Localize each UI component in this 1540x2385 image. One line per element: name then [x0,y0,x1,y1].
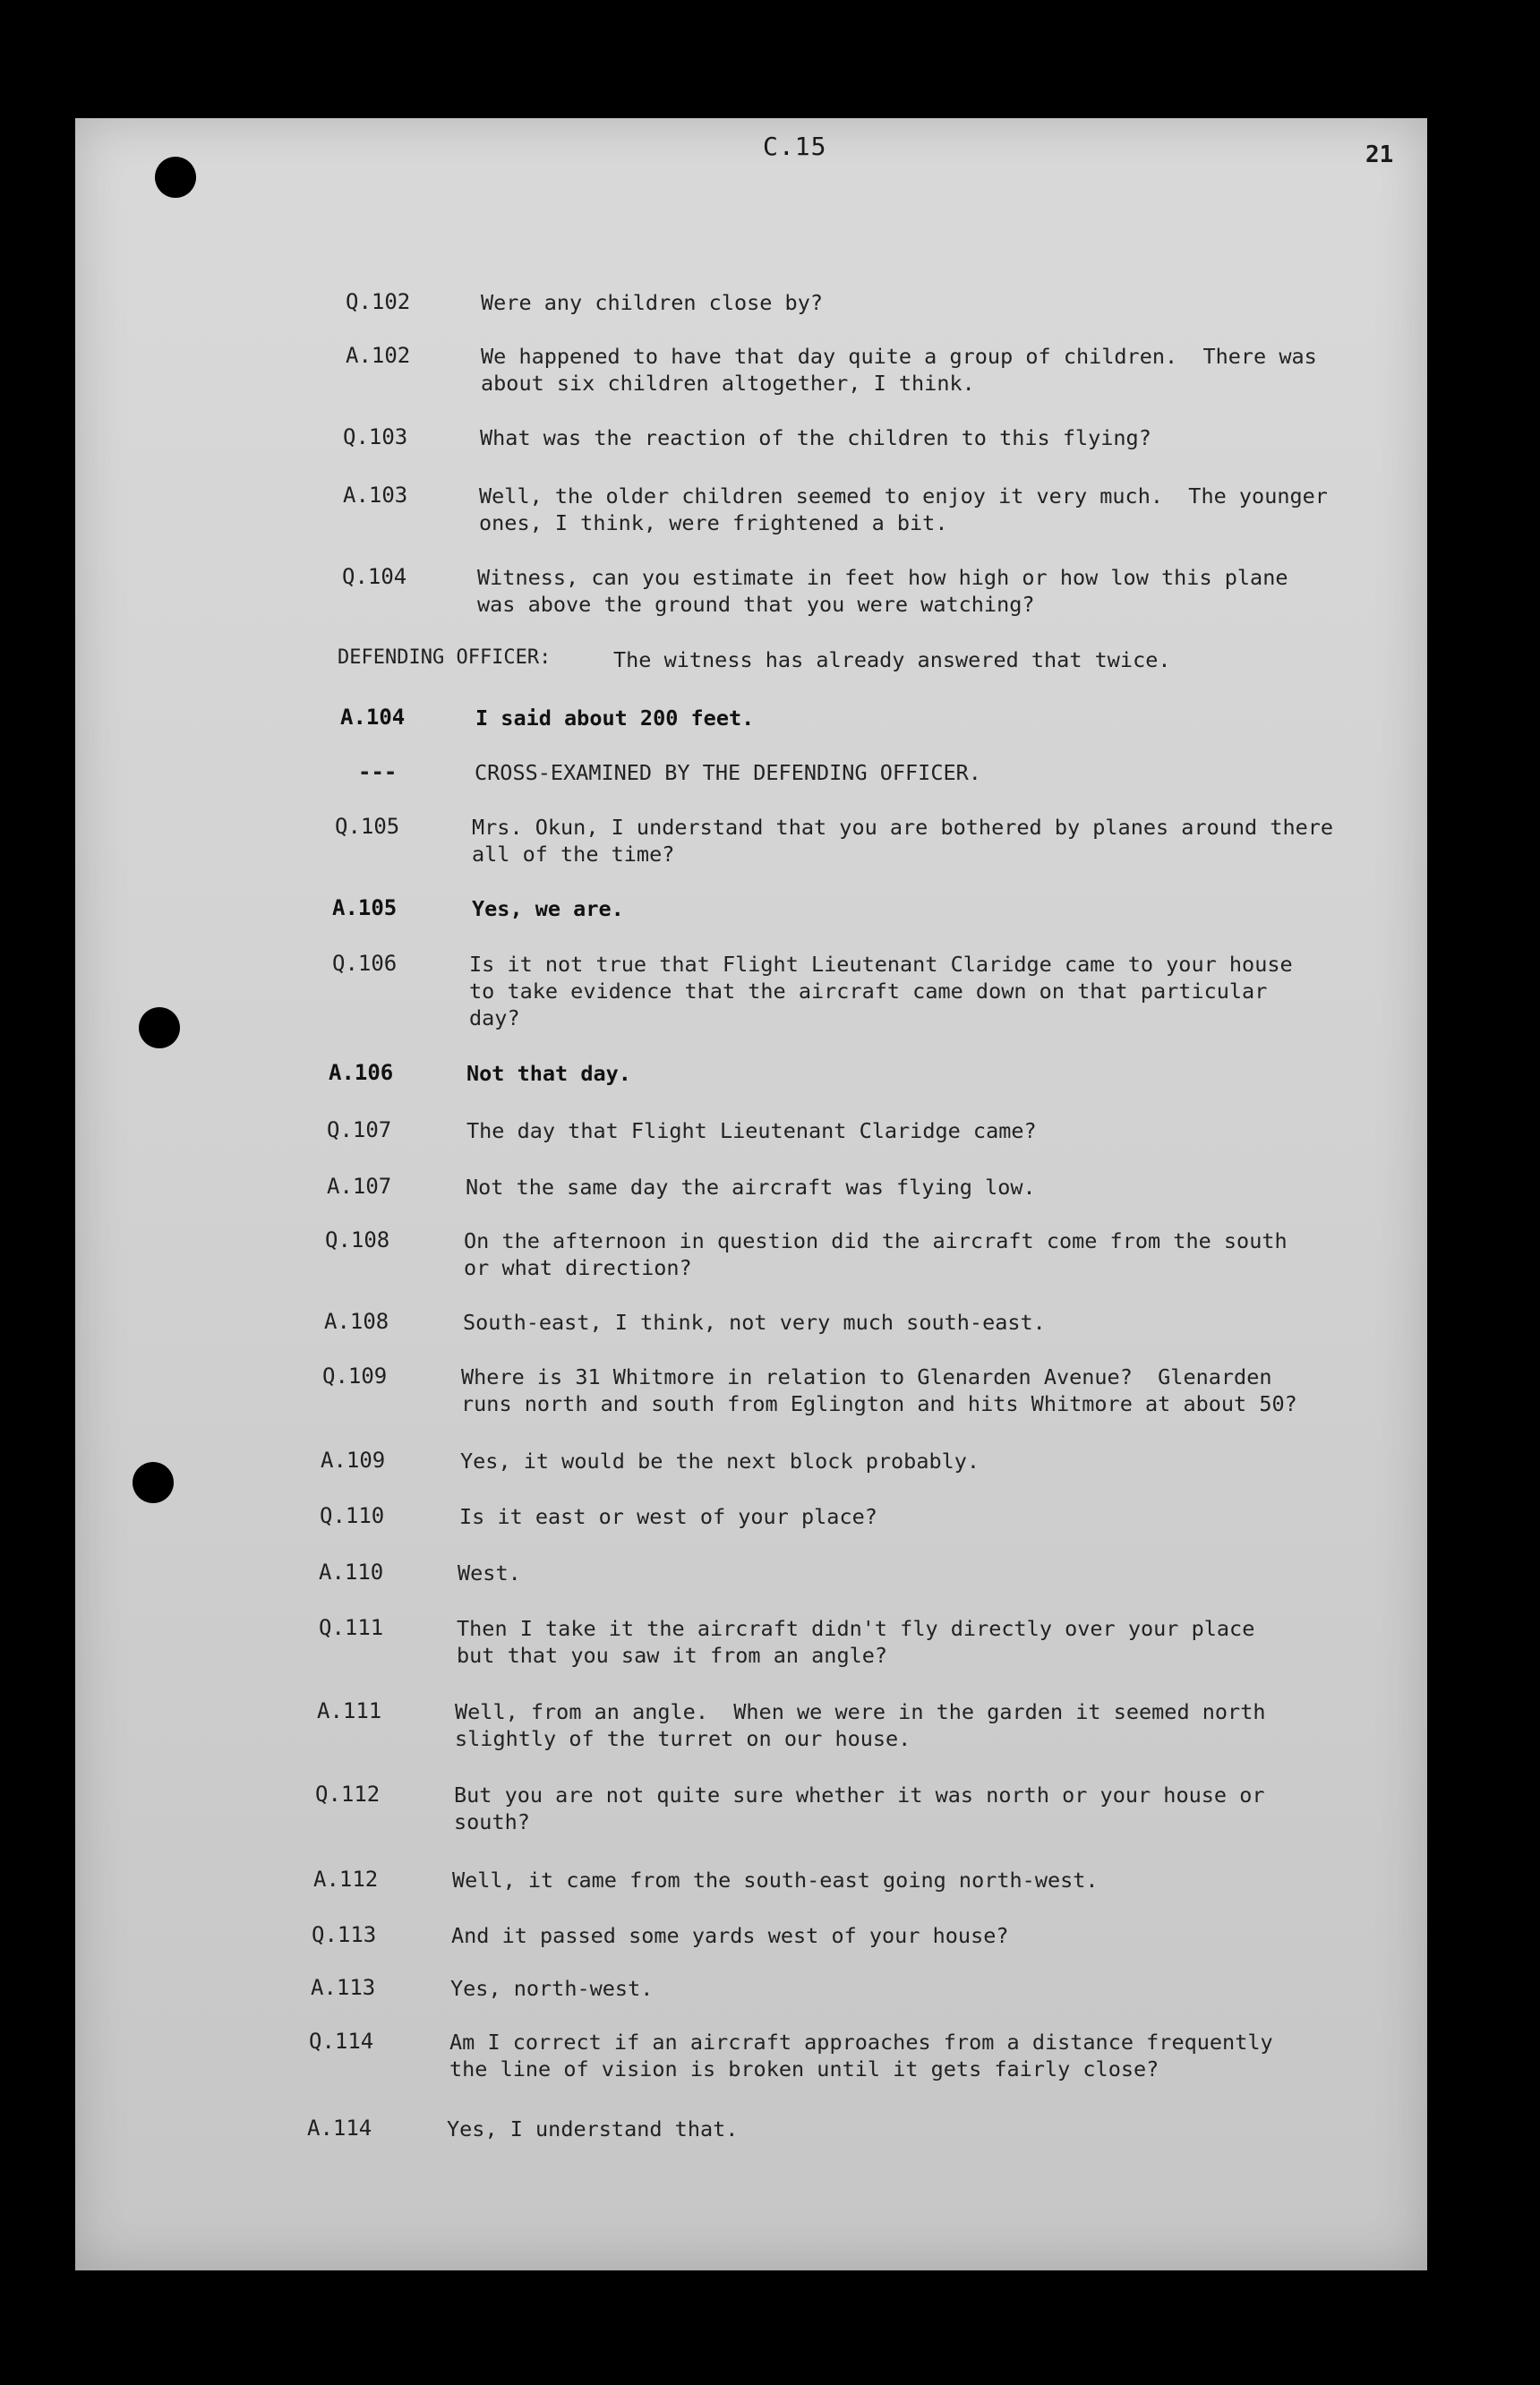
entry-label: Q.105 [335,814,400,839]
entry-text: What was the reaction of the children to this flying? [480,425,1151,450]
entry-text: Yes, it would be the next block probably. [460,1449,980,1474]
punch-hole-lower [133,1462,174,1503]
entry-label: Q.112 [315,1782,381,1807]
entry-text: Not that day. [466,1061,631,1086]
heading-dash: --- [358,759,398,784]
entry-label: A.113 [311,1975,376,2000]
entry-label: A.108 [324,1309,389,1334]
entry-label: Q.109 [322,1363,388,1389]
entry-text: Mrs. Okun, I understand that you are bothered by planes around there all of the time? [472,815,1334,867]
entry-text: West. [458,1560,521,1586]
entry-label: Q.113 [312,1922,377,1947]
entry-text: Well, it came from the south-east going north-west. [452,1868,1099,1893]
entry-text: I said about 200 feet. [475,705,755,731]
heading-text: CROSS-EXAMINED BY THE DEFENDING OFFICER. [475,760,981,785]
entry-text: The day that Flight Lieutenant Claridge came? [466,1118,1037,1143]
entry-label: A.114 [307,2116,372,2141]
punch-hole-top [155,157,196,198]
entry-text: Is it not true that Flight Lieutenant Claridge came to your house to take evidence that the aircraft came down on that particular day? [469,952,1293,1030]
entry-text: Not the same day the aircraft was flying low. [466,1175,1036,1200]
entry-text: The witness has already answered that twice. [613,647,1171,672]
entry-label: Q.107 [327,1117,392,1142]
entry-label: Q.106 [332,951,398,976]
entry-label: A.103 [343,483,408,508]
entry-label: Q.108 [325,1227,390,1252]
entry-label: A.102 [346,343,411,368]
entry-text: But you are not quite sure whether it was north or your house or south? [454,1782,1265,1834]
entry-text: Am I correct if an aircraft approaches from a distance frequently the line of vision is broken until it gets fairly close? [449,2030,1273,2082]
entry-text: Well, from an angle. When we were in the garden it seemed north slightly of the turret on our house. [455,1699,1266,1751]
entry-text: Where is 31 Whitmore in relation to Glenarden Avenue? Glenarden runs north and south from Eglington and hits Whitmore at about 50? [461,1364,1297,1416]
entry-label: Q.111 [319,1615,384,1640]
entry-text: South-east, I think, not very much south-east. [463,1310,1046,1335]
entry-label: A.107 [327,1174,392,1199]
document-code: C.15 [763,132,827,161]
entry-label: Q.104 [342,564,407,589]
entry-label: A.111 [317,1698,382,1723]
entry-text: Yes, we are. [472,896,624,921]
entry-label: A.105 [332,895,398,920]
entry-label: A.106 [329,1060,394,1085]
entry-label: A.110 [319,1560,384,1585]
entry-label: A.112 [313,1867,379,1892]
entry-text: Were any children close by? [481,290,824,315]
entry-label: Q.103 [343,424,408,449]
entry-label: Q.110 [320,1503,385,1528]
entry-text: Yes, north-west. [450,1976,654,2001]
entry-text: And it passed some yards west of your house? [451,1923,1009,1948]
entry-label: A.104 [340,705,406,730]
entry-text: On the afternoon in question did the aircraft come from the south or what direction? [464,1228,1288,1280]
entry-text: Is it east or west of your place? [459,1504,877,1529]
page-number: 21 [1365,141,1394,168]
entry-label: A.109 [321,1448,386,1473]
entry-text: Well, the older children seemed to enjoy it very much. The younger ones, I think, were frightened a bit. [479,483,1328,535]
entry-text: Then I take it the aircraft didn't fly directly over your place but that you saw it from an angle? [457,1616,1255,1668]
entry-label: Q.114 [309,2029,374,2054]
speaker-label: DEFENDING OFFICER: [338,646,552,669]
entry-text: Yes, I understand that. [447,2116,739,2141]
entry-label: Q.102 [346,289,411,314]
entry-text: We happened to have that day quite a group of children. There was about six children altogether, I think. [481,344,1317,396]
punch-hole-middle [139,1007,180,1048]
entry-text: Witness, can you estimate in feet how high or how low this plane was above the ground that you were watching? [477,565,1288,617]
